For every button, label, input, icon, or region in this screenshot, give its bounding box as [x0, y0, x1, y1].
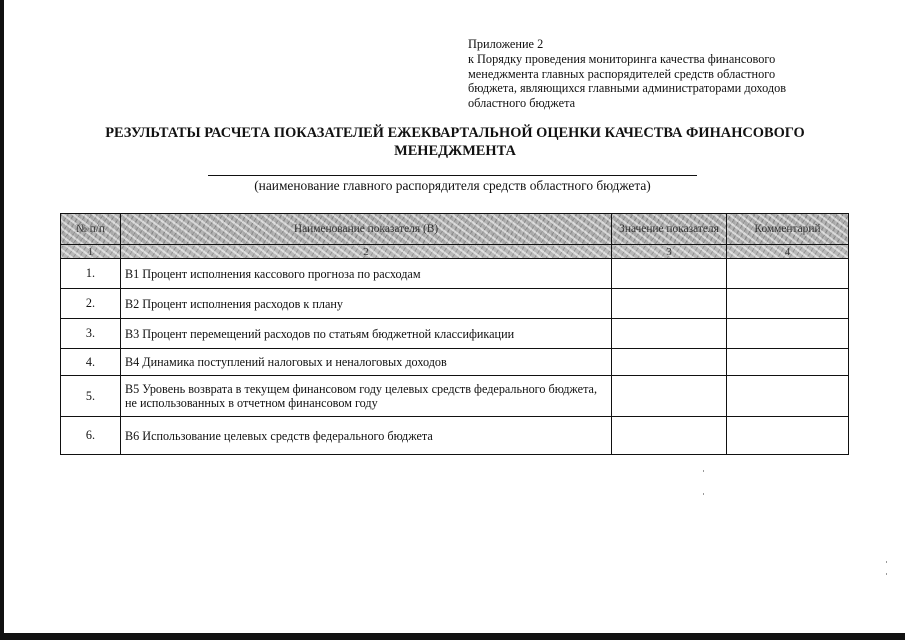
title-line-1: РЕЗУЛЬТАТЫ РАСЧЕТА ПОКАЗАТЕЛЕЙ ЕЖЕКВАРТАЛЬНОЙ ОЦЕНКИ КАЧЕСТВА ФИНАНСОВОГО [105, 125, 805, 141]
scan-bottom-border [0, 633, 905, 640]
column-number-cell: 2 [121, 245, 612, 259]
organization-name-line [208, 175, 697, 176]
row-value-cell [612, 259, 727, 289]
row-indicator-name: В5 Уровень возврата в текущем финансовом году целевых средств федерального бюджета, не использованных в отчетном финансовом году [121, 376, 612, 417]
row-number: 6. [61, 417, 121, 455]
title-line-2: МЕНЕДЖМЕНТА [394, 143, 516, 159]
appendix-line: менеджмента главных распорядителей средств областного [468, 66, 776, 81]
table-row [61, 376, 849, 417]
appendix-line: областного бюджета [468, 96, 576, 111]
row-comment-cell [727, 349, 849, 376]
column-number-cell: 4 [727, 245, 849, 259]
organization-name-caption: (наименование главного распорядителя средств областного бюджета) [254, 178, 651, 193]
table-row [61, 289, 849, 319]
row-comment-cell [727, 259, 849, 289]
row-comment-cell [727, 289, 849, 319]
header-cell-indicator-value: Значение показателя [612, 214, 727, 245]
table-row [61, 417, 849, 455]
document-title [60, 124, 850, 160]
column-number-row [61, 245, 849, 259]
row-comment-cell [727, 417, 849, 455]
row-value-cell [612, 289, 727, 319]
row-indicator-name: В1 Процент исполнения кассового прогноза по расходам [121, 259, 612, 289]
row-indicator-name: В3 Процент перемещений расходов по статьям бюджетной классификации [121, 319, 612, 349]
row-value-cell [612, 417, 727, 455]
row-number: 2. [61, 289, 121, 319]
appendix-line: Приложение 2 [468, 37, 544, 51]
table-row [61, 259, 849, 289]
appendix-line: бюджета, являющихся главными администраторами доходов [468, 81, 787, 96]
row-comment-cell [727, 319, 849, 349]
row-indicator-name: В4 Динамика поступлений налоговых и неналоговых доходов [121, 349, 612, 376]
scan-speck [886, 561, 887, 563]
table-header-row [61, 214, 849, 245]
appendix-line: к Порядку проведения мониторинга качества финансового [468, 51, 776, 66]
header-cell-indicator-name: Наименование показателя (В) [121, 214, 612, 245]
column-number-cell: 1 [61, 245, 121, 259]
row-number: 3. [61, 319, 121, 349]
row-indicator-name: В6 Использование целевых средств федерального бюджета [121, 417, 612, 455]
row-value-cell [612, 319, 727, 349]
row-comment-cell [727, 376, 849, 417]
indicators-table [60, 213, 849, 455]
table-row [61, 319, 849, 349]
row-value-cell [612, 349, 727, 376]
appendix-note [468, 37, 868, 111]
row-number: 5. [61, 376, 121, 417]
table-row [61, 349, 849, 376]
column-number-cell: 3 [612, 245, 727, 259]
row-value-cell [612, 376, 727, 417]
scan-speck [703, 470, 704, 472]
scan-left-border [0, 0, 4, 640]
row-indicator-name: В2 Процент исполнения расходов к плану [121, 289, 612, 319]
row-number: 1. [61, 259, 121, 289]
header-cell-comment: Комментарий [727, 214, 849, 245]
header-cell-number: № п/п [61, 214, 121, 245]
row-number: 4. [61, 349, 121, 376]
scan-speck [703, 493, 704, 495]
scan-speck [886, 573, 887, 575]
